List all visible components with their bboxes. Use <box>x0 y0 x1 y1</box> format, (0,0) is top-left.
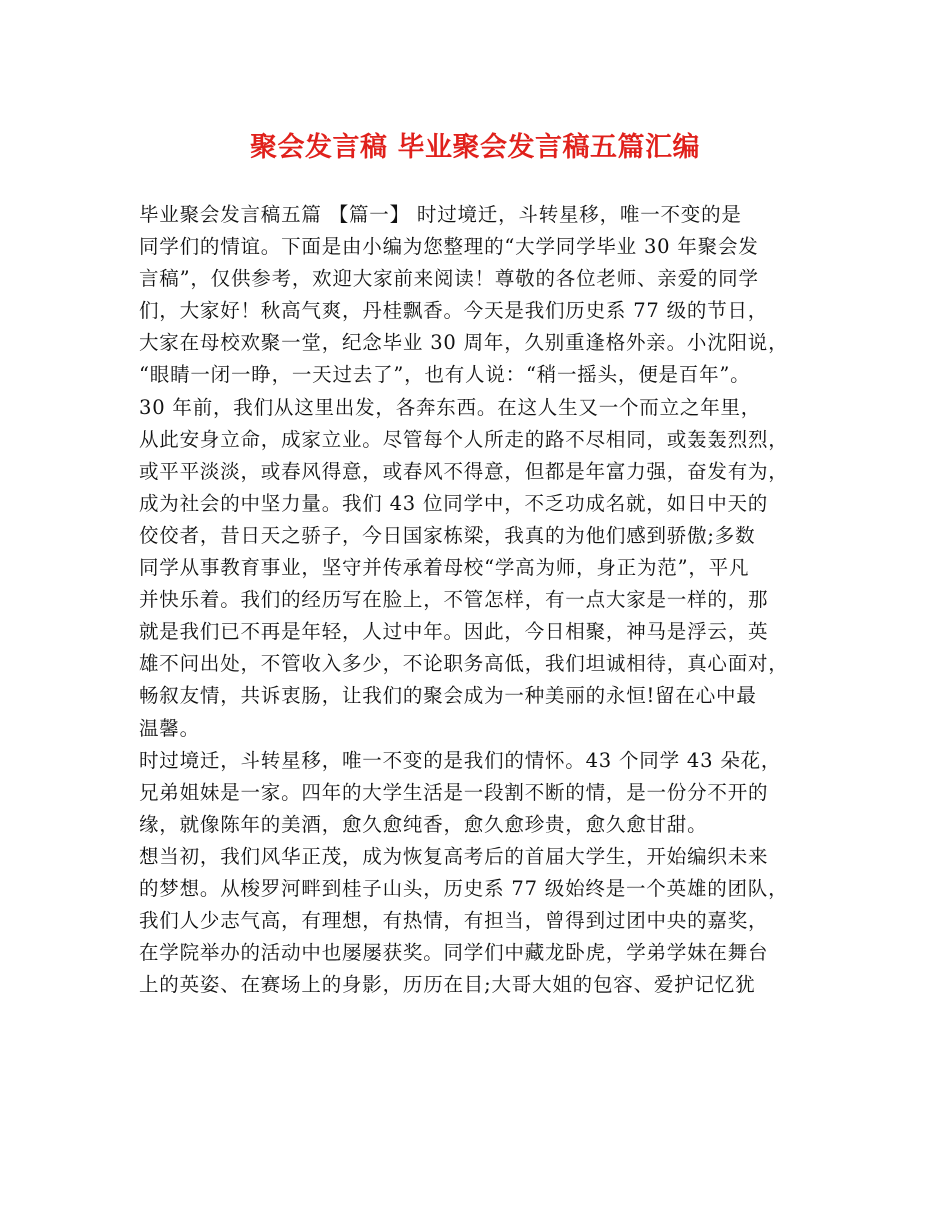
body-line: 缘，就像陈年的美酒，愈久愈纯香，愈久愈珍贵，愈久愈甘甜。 <box>139 812 708 836</box>
body-line: 成为社会的中坚力量。我们 43 位同学中，不乏功成名就，如日中天的 <box>139 491 769 515</box>
body-line: 毕业聚会发言稿五篇 【篇一】 时过境迁，斗转星移，唯一不变的是 <box>139 203 742 226</box>
body-line: “眼睛一闭一睁，一天过去了”，也有人说：“稍一摇头，便是百年”。 <box>139 363 751 387</box>
body-line: 畅叙友情，共诉衷肠，让我们的聚会成为一种美丽的永恒!留在心中最 <box>139 684 757 708</box>
body-line: 或平平淡淡，或春风得意，或春风不得意，但都是年富力强，奋发有为， <box>139 459 789 483</box>
body-line: 的梦想。从梭罗河畔到桂子山头，历史系 77 级始终是一个英雄的团队， <box>139 876 789 900</box>
body-line: 就是我们已不再是年轻，人过中年。因此，今日相聚，神马是浮云，英 <box>139 620 769 644</box>
body-line: 从此安身立命，成家立业。尽管每个人所走的路不尽相同，或轰轰烈烈， <box>139 427 789 451</box>
body-line: 想当初，我们风华正茂，成为恢复高考后的首届大学生，开始编织未来 <box>139 844 769 868</box>
document-body <box>139 199 829 1001</box>
body-line: 大家在母校欢聚一堂，纪念毕业 30 周年，久别重逢格外亲。小沈阳说， <box>139 331 789 355</box>
body-line: 同学们的情谊。下面是由小编为您整理的“大学同学毕业 30 年聚会发 <box>139 235 759 259</box>
body-line: 并快乐着。我们的经历写在脸上，不管怎样，有一点大家是一样的，那 <box>139 588 769 612</box>
body-line: 30 年前，我们从这里出发，各奔东西。在这人生又一个而立之年里， <box>139 395 762 419</box>
body-line: 温馨。 <box>139 716 200 740</box>
body-line: 在学院举办的活动中也屡屡获奖。同学们中藏龙卧虎，学弟学妹在舞台 <box>139 941 769 965</box>
body-line: 上的英姿、在赛场上的身影，历历在目;大哥大姐的包容、爱护记忆犹 <box>139 973 756 997</box>
body-line: 言稿”，仅供参考，欢迎大家前来阅读！尊敬的各位老师、亲爱的同学 <box>139 267 759 291</box>
body-line: 雄不问出处，不管收入多少，不论职务高低，我们坦诚相待，真心面对， <box>139 652 789 676</box>
body-line: 我们人少志气高，有理想，有热情，有担当，曾得到过团中央的嘉奖， <box>139 909 769 933</box>
document-title: 聚会发言稿 毕业聚会发言稿五篇汇编 <box>250 132 700 163</box>
body-line: 时过境迁，斗转星移，唯一不变的是我们的情怀。43 个同学 43 朵花， <box>139 748 782 772</box>
body-line: 同学从事教育事业，坚守并传承着母校“学高为师，身正为范”，平凡 <box>139 556 750 580</box>
body-line: 兄弟姐妹是一家。四年的大学生活是一段割不断的情，是一份分不开的 <box>139 780 769 804</box>
body-line: 们，大家好！秋高气爽，丹桂飘香。今天是我们历史系 77 级的节日， <box>139 299 769 323</box>
body-line: 佼佼者，昔日天之骄子，今日国家栋梁，我真的为他们感到骄傲;多数 <box>139 523 756 547</box>
